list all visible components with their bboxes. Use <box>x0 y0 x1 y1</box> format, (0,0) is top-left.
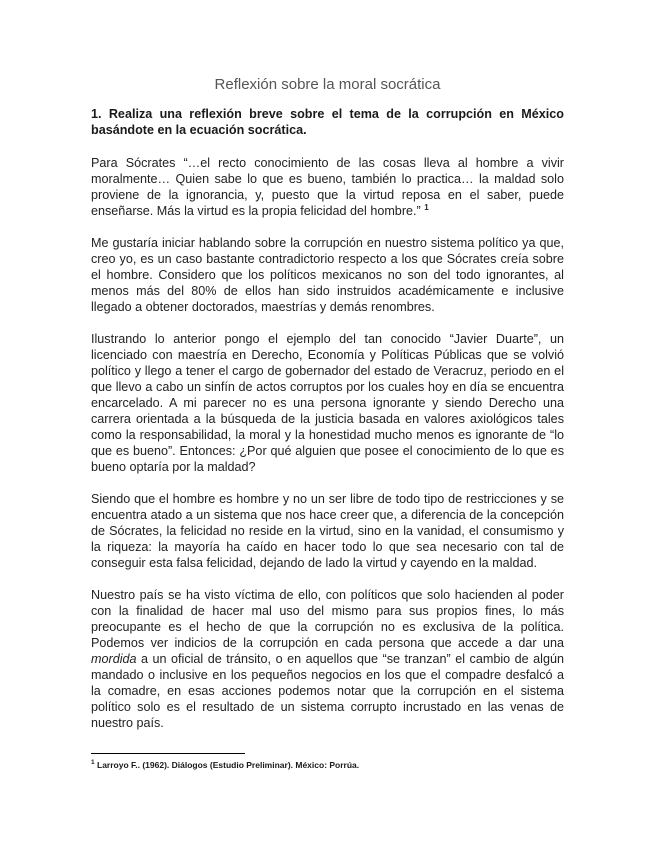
paragraph-country <box>91 587 564 731</box>
footnote <box>91 760 564 771</box>
question-heading: 1. Realiza una reflexión breve sobre el tema de la corrupción en México basándote en la ecuación socrática. <box>91 107 564 137</box>
document-body <box>91 106 564 747</box>
paragraph-text-before: Nuestro país se ha visto víctima de ello, con políticos que solo hacienden al poder con la finalidad de hacer mal uso del mismo para sus propios fines, lo más preocupante es el hecho de que la corrupción no es exclusiva de la política. Podemos ver indicios de la corrupción en cada persona que accede a dar una <box>91 588 564 650</box>
paragraph-text-after: a un oficial de tránsito, o en aquellos que “se tranzan” el cambio de algún mandado o inclusive en los pequeños negocios en los que el compadre desfalcó a la comadre, en esas acciones podemos notar que la corrupción en el sistema político solo es el resultado de un sistema corrupto incrustado en las venas de nuestro país. <box>91 652 564 730</box>
footnote-divider <box>91 753 245 754</box>
paragraph-text: Para Sócrates “…el recto conocimiento de las cosas lleva al hombre a vivir moralmente… Quien sabe lo que es bueno, también lo practica… la maldad solo proviene de la ignorancia, y, puesto que la virtud reposa en el saber, puede enseñarse. Más la virtud es la propia felicidad del hombre.” <box>91 156 564 218</box>
paragraph-duarte: Ilustrando lo anterior pongo el ejemplo del tan conocido “Javier Duarte”, un licenciado con maestría en Derecho, Economía y Políticas Públicas que se volvió político y llego a tener el cargo de gobernador del estado de Veracruz, periodo en el que llevo a cabo un sinfín de actos corruptos por los cuales hoy en día se encuentra encarcelado. A mi parecer no es una persona ignorante y siendo Derecho una carrera orientada a la búsqueda de la justicia basada en valores axiológicos tales como la responsabilidad, la moral y la honestidad mucho menos es ignorante de “lo que es bueno”. Entonces: ¿Por qué alguien que posee el conocimiento de lo que es bueno optaría por la maldad? <box>91 332 564 474</box>
footnote-reference[interactable]: 1 <box>424 202 429 212</box>
italic-word: mordida <box>91 652 137 666</box>
paragraph-quote <box>91 155 564 219</box>
page-title: Reflexión sobre la moral socrática <box>214 76 441 93</box>
paragraph-politics: Me gustaría iniciar hablando sobre la corrupción en nuestro sistema político ya que, creo yo, es un caso bastante contradictorio respecto a los que Sócrates creía sobre el hombre. Considero que los políticos mexicanos no son del todo ignorantes, al menos más del 80% de ellos han sido instruidos académicamente e inclusive llegado a obtener doctorados, maestrías y demás renombres. <box>91 236 564 314</box>
footnote-number: 1 <box>91 759 95 767</box>
footnote-text: Larroyo F.. (1962). Diálogos (Estudio Preliminar). México: Porrúa. <box>97 760 360 770</box>
paragraph-happiness: Siendo que el hombre es hombre y no un ser libre de todo tipo de restricciones y se encuentra atado a un sistema que nos hace creer que, a diferencia de la concepción de Sócrates, la felicidad no reside en la virtud, sino en la vanidad, el consumismo y la riqueza: la mayoría ha caído en hacer todo lo que sea necesario con tal de conseguir esta falsa felicidad, dejando de lado la virtud y cayendo en la maldad. <box>91 492 564 570</box>
